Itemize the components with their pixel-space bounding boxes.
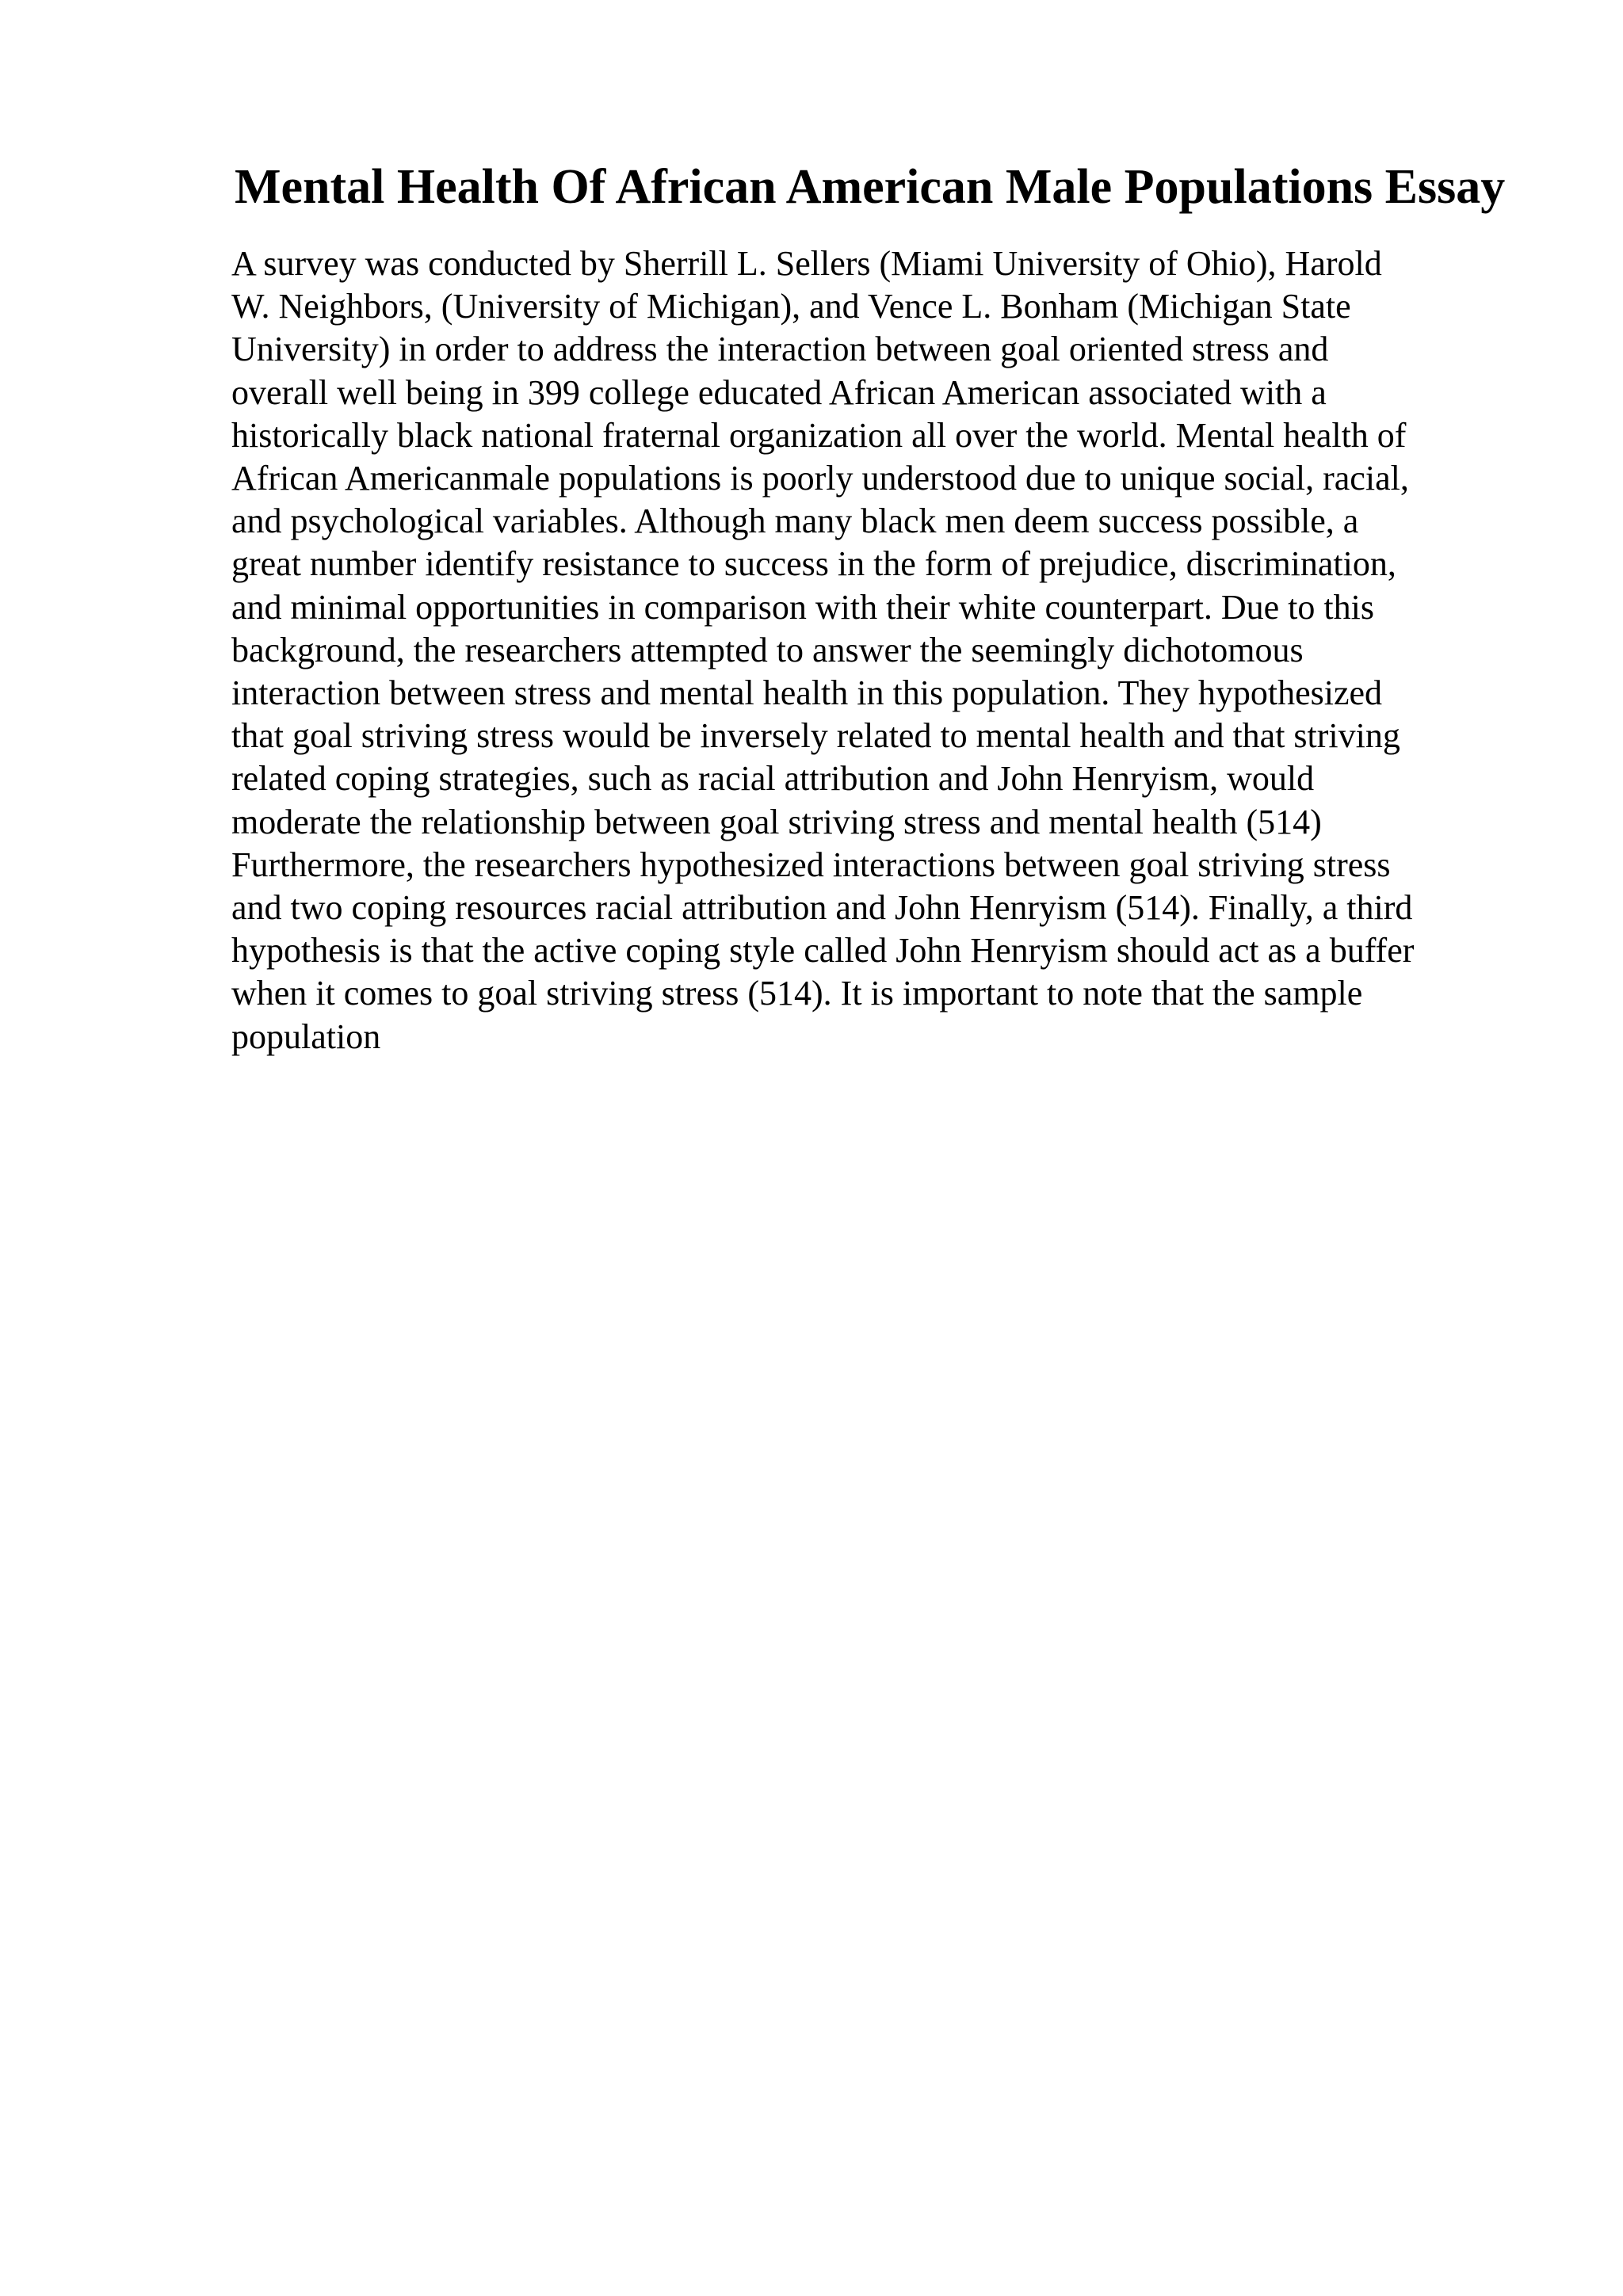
- body-line: hypothesis is that the active coping style called John Henryism should act as a buffer: [231, 931, 1415, 971]
- body-line: African Americanmale populations is poorly understood due to unique social, racial,: [231, 459, 1409, 498]
- body-line: interaction between stress and mental health in this population. They hypothesized: [231, 673, 1383, 713]
- document-title: Mental Health Of African American Male Populations Essay: [235, 160, 1506, 214]
- body-line: great number identify resistance to success in the form of prejudice, discrimination,: [231, 544, 1396, 584]
- body-line: related coping strategies, such as racial attribution and John Henryism, would: [231, 759, 1315, 799]
- body-line: Furthermore, the researchers hypothesized interactions between goal striving stress: [231, 845, 1391, 884]
- body-line: and psychological variables. Although many black men deem success possible, a: [231, 502, 1359, 541]
- body-line: population: [231, 1016, 381, 1056]
- body-line: W. Neighbors, (University of Michigan), and Vence L. Bonham (Michigan State: [231, 287, 1351, 326]
- body-line: when it comes to goal striving stress (514). It is important to note that the sample: [231, 974, 1363, 1013]
- body-line: background, the researchers attempted to answer the seemingly dichotomous: [231, 630, 1304, 669]
- body-line: overall well being in 399 college educated African American associated with a: [231, 372, 1327, 412]
- body-line: and minimal opportunities in comparison with their white counterpart. Due to this: [231, 587, 1374, 627]
- body-line: moderate the relationship between goal striving stress and mental health (514): [231, 802, 1322, 841]
- body-line: historically black national fraternal organization all over the world. Mental health of: [231, 415, 1407, 455]
- body-line: University) in order to address the interaction between goal oriented stress and: [231, 330, 1329, 369]
- body-line: that goal striving stress would be inversely related to mental health and that striving: [231, 716, 1400, 756]
- body-line: A survey was conducted by Sherrill L. Sellers (Miami University of Ohio), Harold: [231, 244, 1382, 283]
- body-line: and two coping resources racial attribution and John Henryism (514). Finally, a third: [231, 888, 1413, 928]
- document-body: [231, 242, 1515, 1058]
